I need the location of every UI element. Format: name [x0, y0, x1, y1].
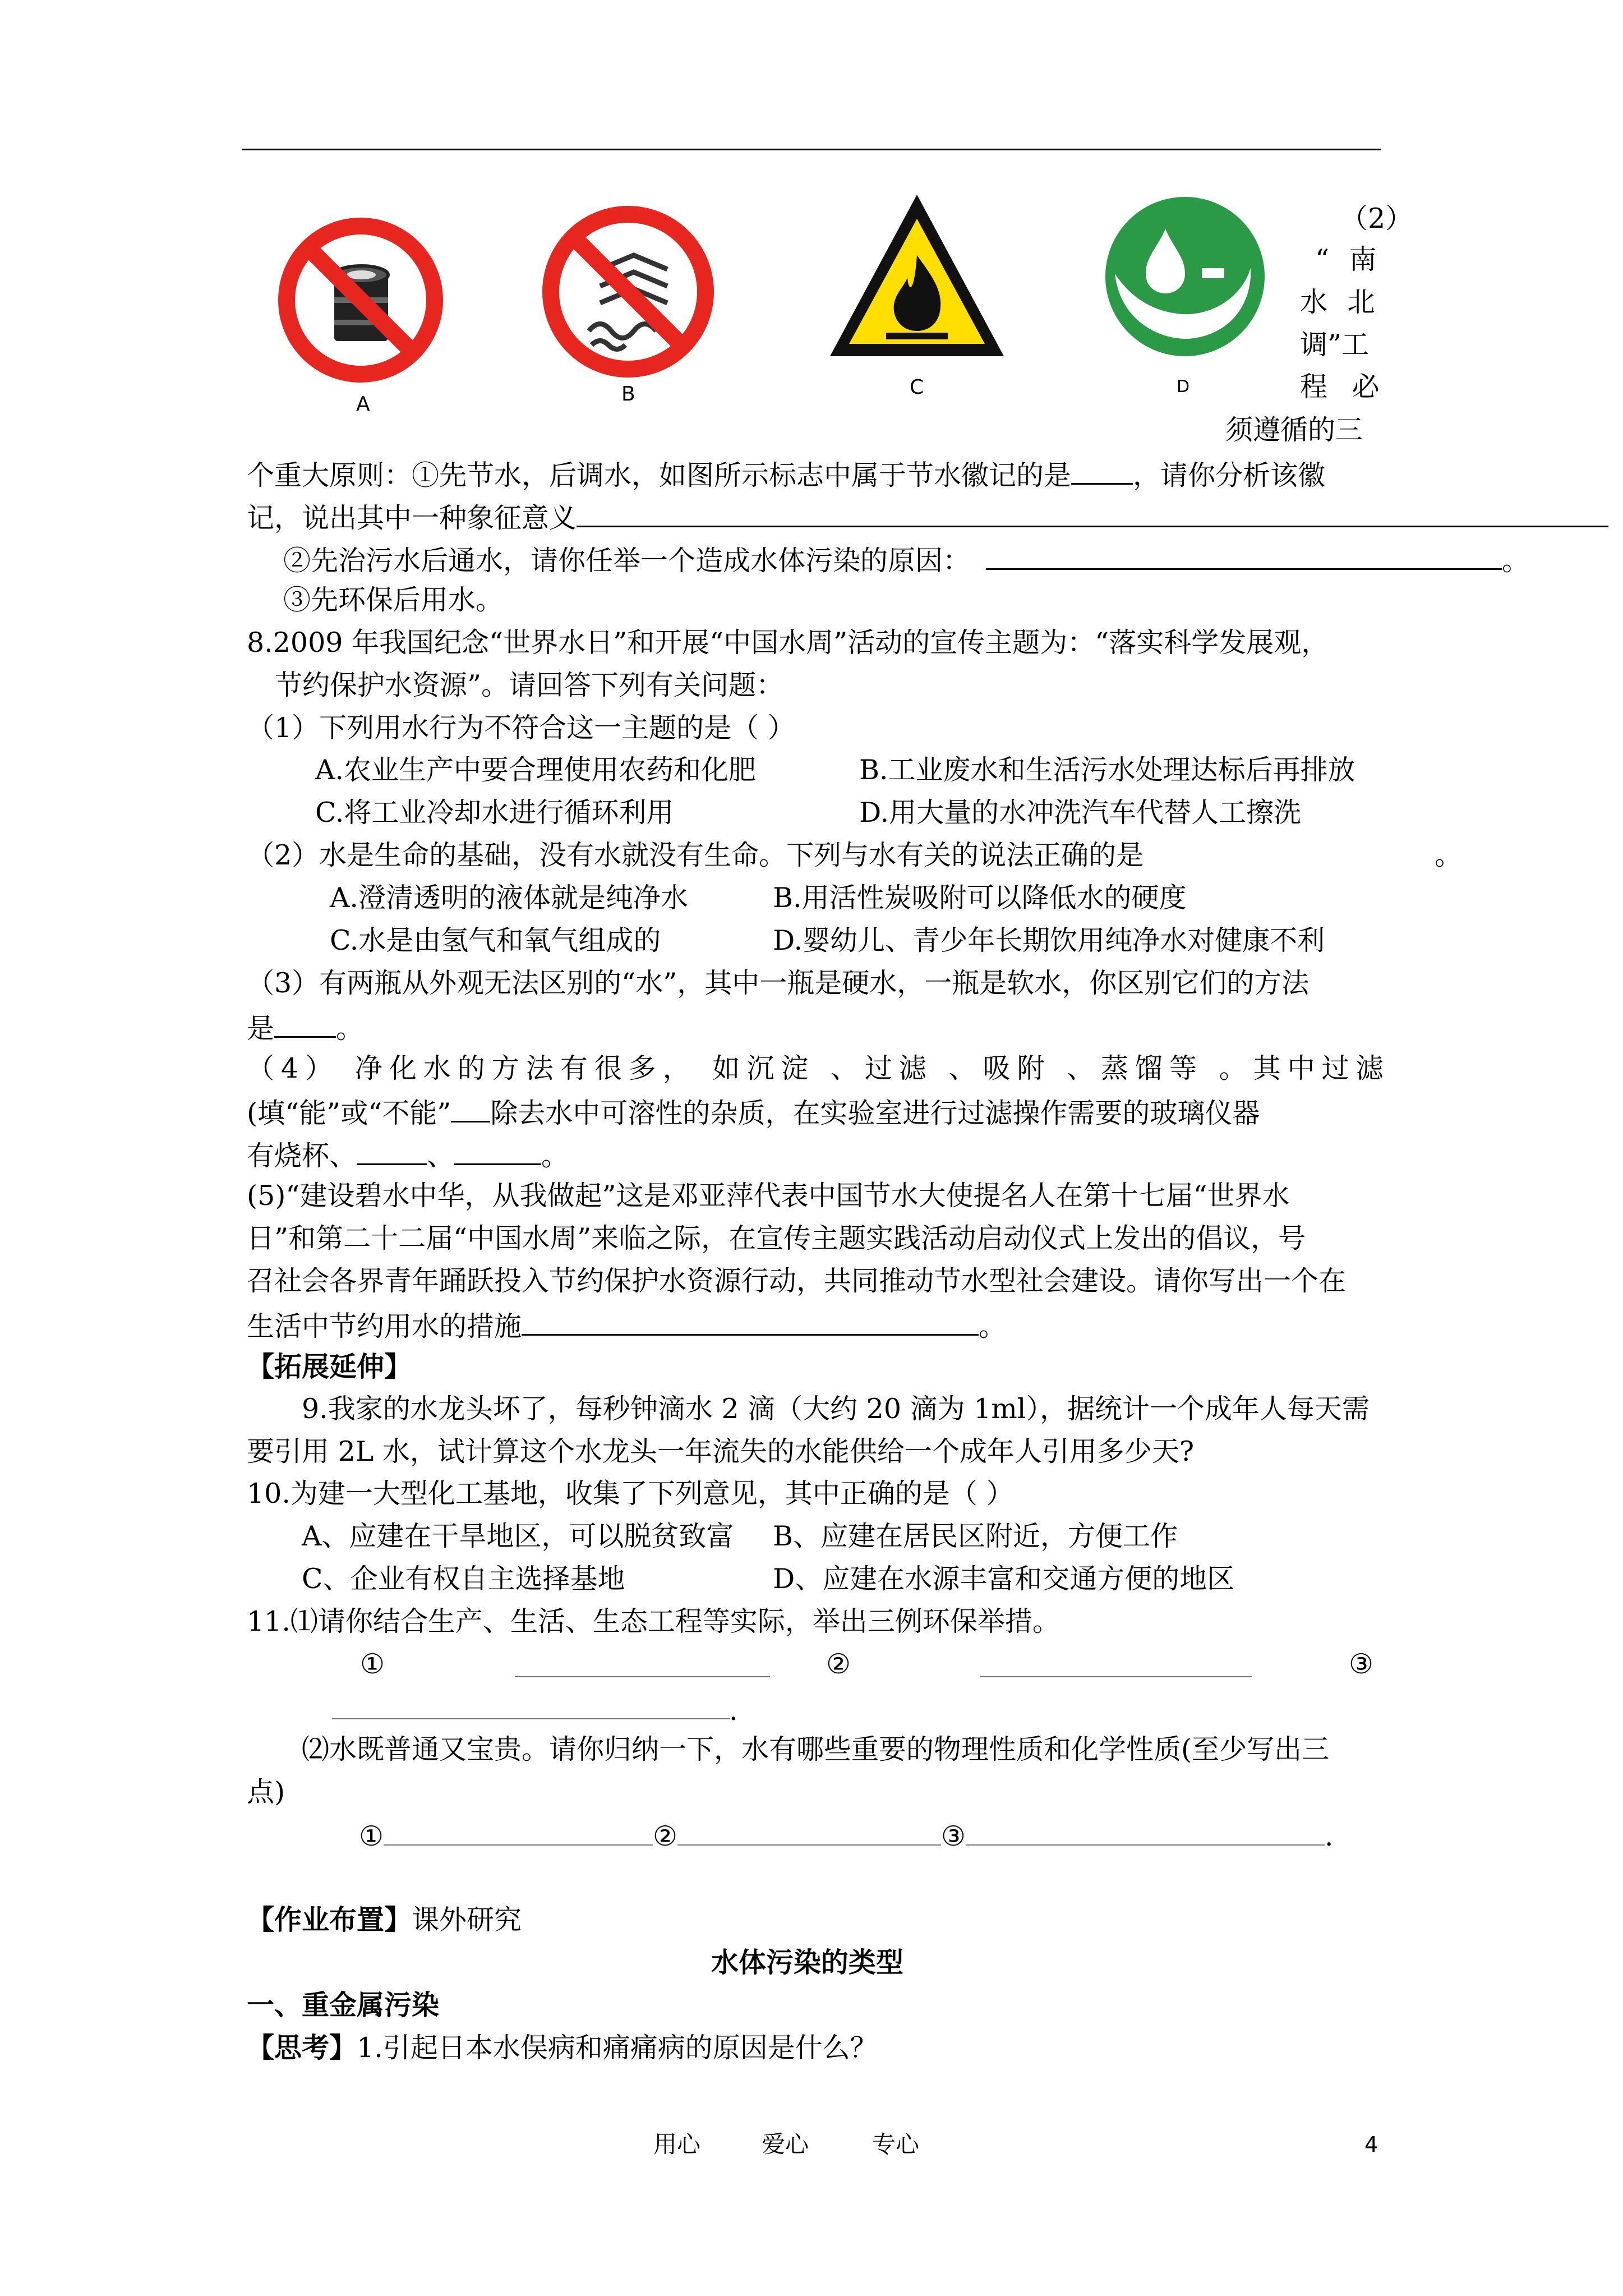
flammable-warning-sign [824, 188, 1009, 367]
q8-p4-answer-blank[interactable] [451, 1094, 490, 1122]
q2-line-4: ③先环保后用水。 [283, 584, 504, 616]
q8-part-4-line-3: 有烧杯、 、 。 [247, 1137, 569, 1173]
q8-p1-option-c: C.将工业冷却水进行循环利用 [315, 797, 674, 829]
symbol-a-label: A [356, 393, 370, 416]
q11-blank-2[interactable] [980, 1649, 1252, 1677]
section-title: 水体污染的类型 [711, 1946, 904, 1978]
water-saving-emblem [1104, 195, 1266, 358]
q11-property-blank-3[interactable] [966, 1818, 1325, 1846]
q8-p5-answer-blank[interactable] [522, 1307, 979, 1336]
q2-side-1: （2） [1340, 203, 1413, 234]
q8-part-4-line-1: （4） 净化水的方法有很多， 如沉淀 、过滤 、吸附 、蒸馏等 。其中过滤 [247, 1052, 1390, 1084]
q2-side-4: 调”工 [1300, 329, 1370, 361]
q11-marker-1: ① [360, 1648, 385, 1680]
q2-side-6: 须遵循的三 [1225, 414, 1363, 446]
q8-part-1: （1）下列用水行为不符合这一主题的是（ ） [247, 712, 795, 744]
q8-part-5-line-4: 生活中节约用水的措施 。 [247, 1307, 1006, 1343]
q8-p1-option-d: D.用大量的水冲洗汽车代替人工擦洗 [859, 797, 1302, 829]
q2-side-2: “ 南 [1315, 243, 1382, 275]
no-burning-sign [538, 202, 718, 381]
q2-answer-blank-1[interactable] [1071, 456, 1133, 485]
q2-side-3: 水 北 [1300, 286, 1381, 318]
q2-line-2: 记，说出其中一种象征意义 [247, 499, 1608, 535]
footer-word-2: 爱心 [762, 2131, 809, 2158]
q11-blank-3-dot: . [729, 1695, 738, 1727]
q2-line-3: ②先治污水后通水，请你任举一个造成水体污染的原因： 。 [283, 541, 1529, 578]
q10-option-c: C、企业有权自主选择基地 [302, 1563, 625, 1595]
q10-option-b: B、应建在居民区附近，方便工作 [773, 1520, 1178, 1552]
q8-part-2: （2）水是生命的基础，没有水就没有生命。下列与水有关的说法正确的是 [247, 839, 1144, 871]
q8-stem-1: 8.2009 年我国纪念“世界水日”和开展“中国水周”活动的宣传主题为：“落实科学发展观， [247, 627, 1329, 659]
q8-part-3-line-2: 是 。 [247, 1009, 363, 1046]
think-line: 【思考】1.引起日本水俣病和痛痛病的原因是什么？ [247, 2031, 878, 2064]
extend-heading: 【拓展延伸】 [247, 1350, 412, 1383]
q10-option-d: D、应建在水源丰富和交通方便的地区 [773, 1563, 1235, 1595]
q11-property-blank-1[interactable] [384, 1818, 653, 1846]
page-number: 4 [1364, 2132, 1378, 2157]
q8-stem-2: 节约保护水资源”。请回答下列有关问题： [275, 669, 784, 701]
q11-blank-1[interactable] [515, 1649, 770, 1677]
q8-p1-option-b: B.工业废水和生活污水处理达标后再排放 [859, 754, 1355, 786]
q11-stem-3: 点) [247, 1776, 285, 1808]
q8-part-2-end: 。 [1435, 839, 1463, 871]
symbol-d-label: D [1177, 377, 1190, 397]
footer-word-1: 用心 [653, 2131, 701, 2158]
q8-part-4-line-2: (填“能”或“不能” 除去水中可溶性的杂质，在实验室进行过滤操作需要的玻璃仪器 [247, 1094, 1260, 1130]
no-oil-drum-sign [274, 213, 448, 387]
q8-p1-option-a: A.农业生产中要合理使用农药和化肥 [315, 754, 756, 786]
q10-stem: 10.为建一大型化工基地，收集了下列意见，其中正确的是（ ） [247, 1478, 1014, 1510]
q2-line-1: 个重大原则：①先节水，后调水，如图所示标志中属于节水徽记的是 ，请你分析该徽 [247, 456, 1325, 493]
q8-part-5-line-3: 召社会各界青年踊跃投入节约保护水资源行动，共同推动节水型社会建设。请你写出一个在 [247, 1265, 1347, 1297]
q10-option-a: A、应建在干旱地区，可以脱贫致富 [302, 1520, 734, 1552]
q8-part-5-line-2: 日”和第二十二届“中国水周”来临之际，在宣传主题实践活动启动仪式上发出的倡议，号 [247, 1222, 1306, 1254]
q8-part-5-line-1: (5)“建设碧水中华，从我做起”这是邓亚萍代表中国节水大使提名人在第十七届“世界水 [247, 1180, 1290, 1212]
symbol-b-label: B [621, 383, 635, 406]
q8-p2-option-a: A.澄清透明的液体就是纯净水 [330, 882, 688, 914]
q2-answer-blank-2[interactable] [577, 499, 1608, 527]
header-rule [242, 149, 1381, 150]
q11-property-line: ① ② ③ . [359, 1818, 1333, 1853]
q2-answer-blank-3[interactable] [986, 541, 1502, 570]
q11-property-blank-2[interactable] [677, 1818, 941, 1846]
q11-blank-3[interactable] [332, 1691, 730, 1719]
q11-marker-2: ② [826, 1648, 851, 1680]
symbol-c-label: C [910, 376, 924, 399]
q9-line-2: 要引用 2L 水，试计算这个水龙头一年流失的水能供给一个成年人引用多少天? [247, 1435, 1195, 1467]
q2-side-5: 程 必 [1300, 371, 1387, 403]
q11-marker-3: ③ [1349, 1648, 1373, 1680]
q8-p4-instrument-blank-2[interactable] [454, 1137, 541, 1165]
q8-p4-instrument-blank-1[interactable] [357, 1137, 427, 1165]
q8-p2-option-b: B.用活性炭吸附可以降低水的硬度 [773, 882, 1187, 914]
q11-stem-2: ⑵水既普通又宝贵。请你归纳一下，水有哪些重要的物理性质和化学性质(至少写出三 [302, 1733, 1330, 1765]
homework-line: 【作业布置】课外研究 [247, 1903, 522, 1936]
q8-p3-answer-blank[interactable] [274, 1009, 336, 1038]
q11-stem-1: 11.⑴请你结合生产、生活、生态工程等实际，举出三例环保举措。 [247, 1605, 1060, 1637]
footer-word-3: 专心 [872, 2131, 920, 2158]
q8-p2-option-d: D.婴幼儿、青少年长期饮用纯净水对健康不利 [773, 924, 1325, 956]
section-subheading: 一、重金属污染 [247, 1989, 440, 2021]
q8-p2-option-c: C.水是由氢气和氧气组成的 [330, 924, 661, 956]
q8-part-3-line-1: （3）有两瓶从外观无法区别的“水”，其中一瓶是硬水，一瓶是软水，你区别它们的方法 [247, 967, 1310, 999]
q9-line-1: 9.我家的水龙头坏了，每秒钟滴水 2 滴（大约 20 滴为 1ml），据统计一个成年人每天需 [302, 1393, 1370, 1425]
